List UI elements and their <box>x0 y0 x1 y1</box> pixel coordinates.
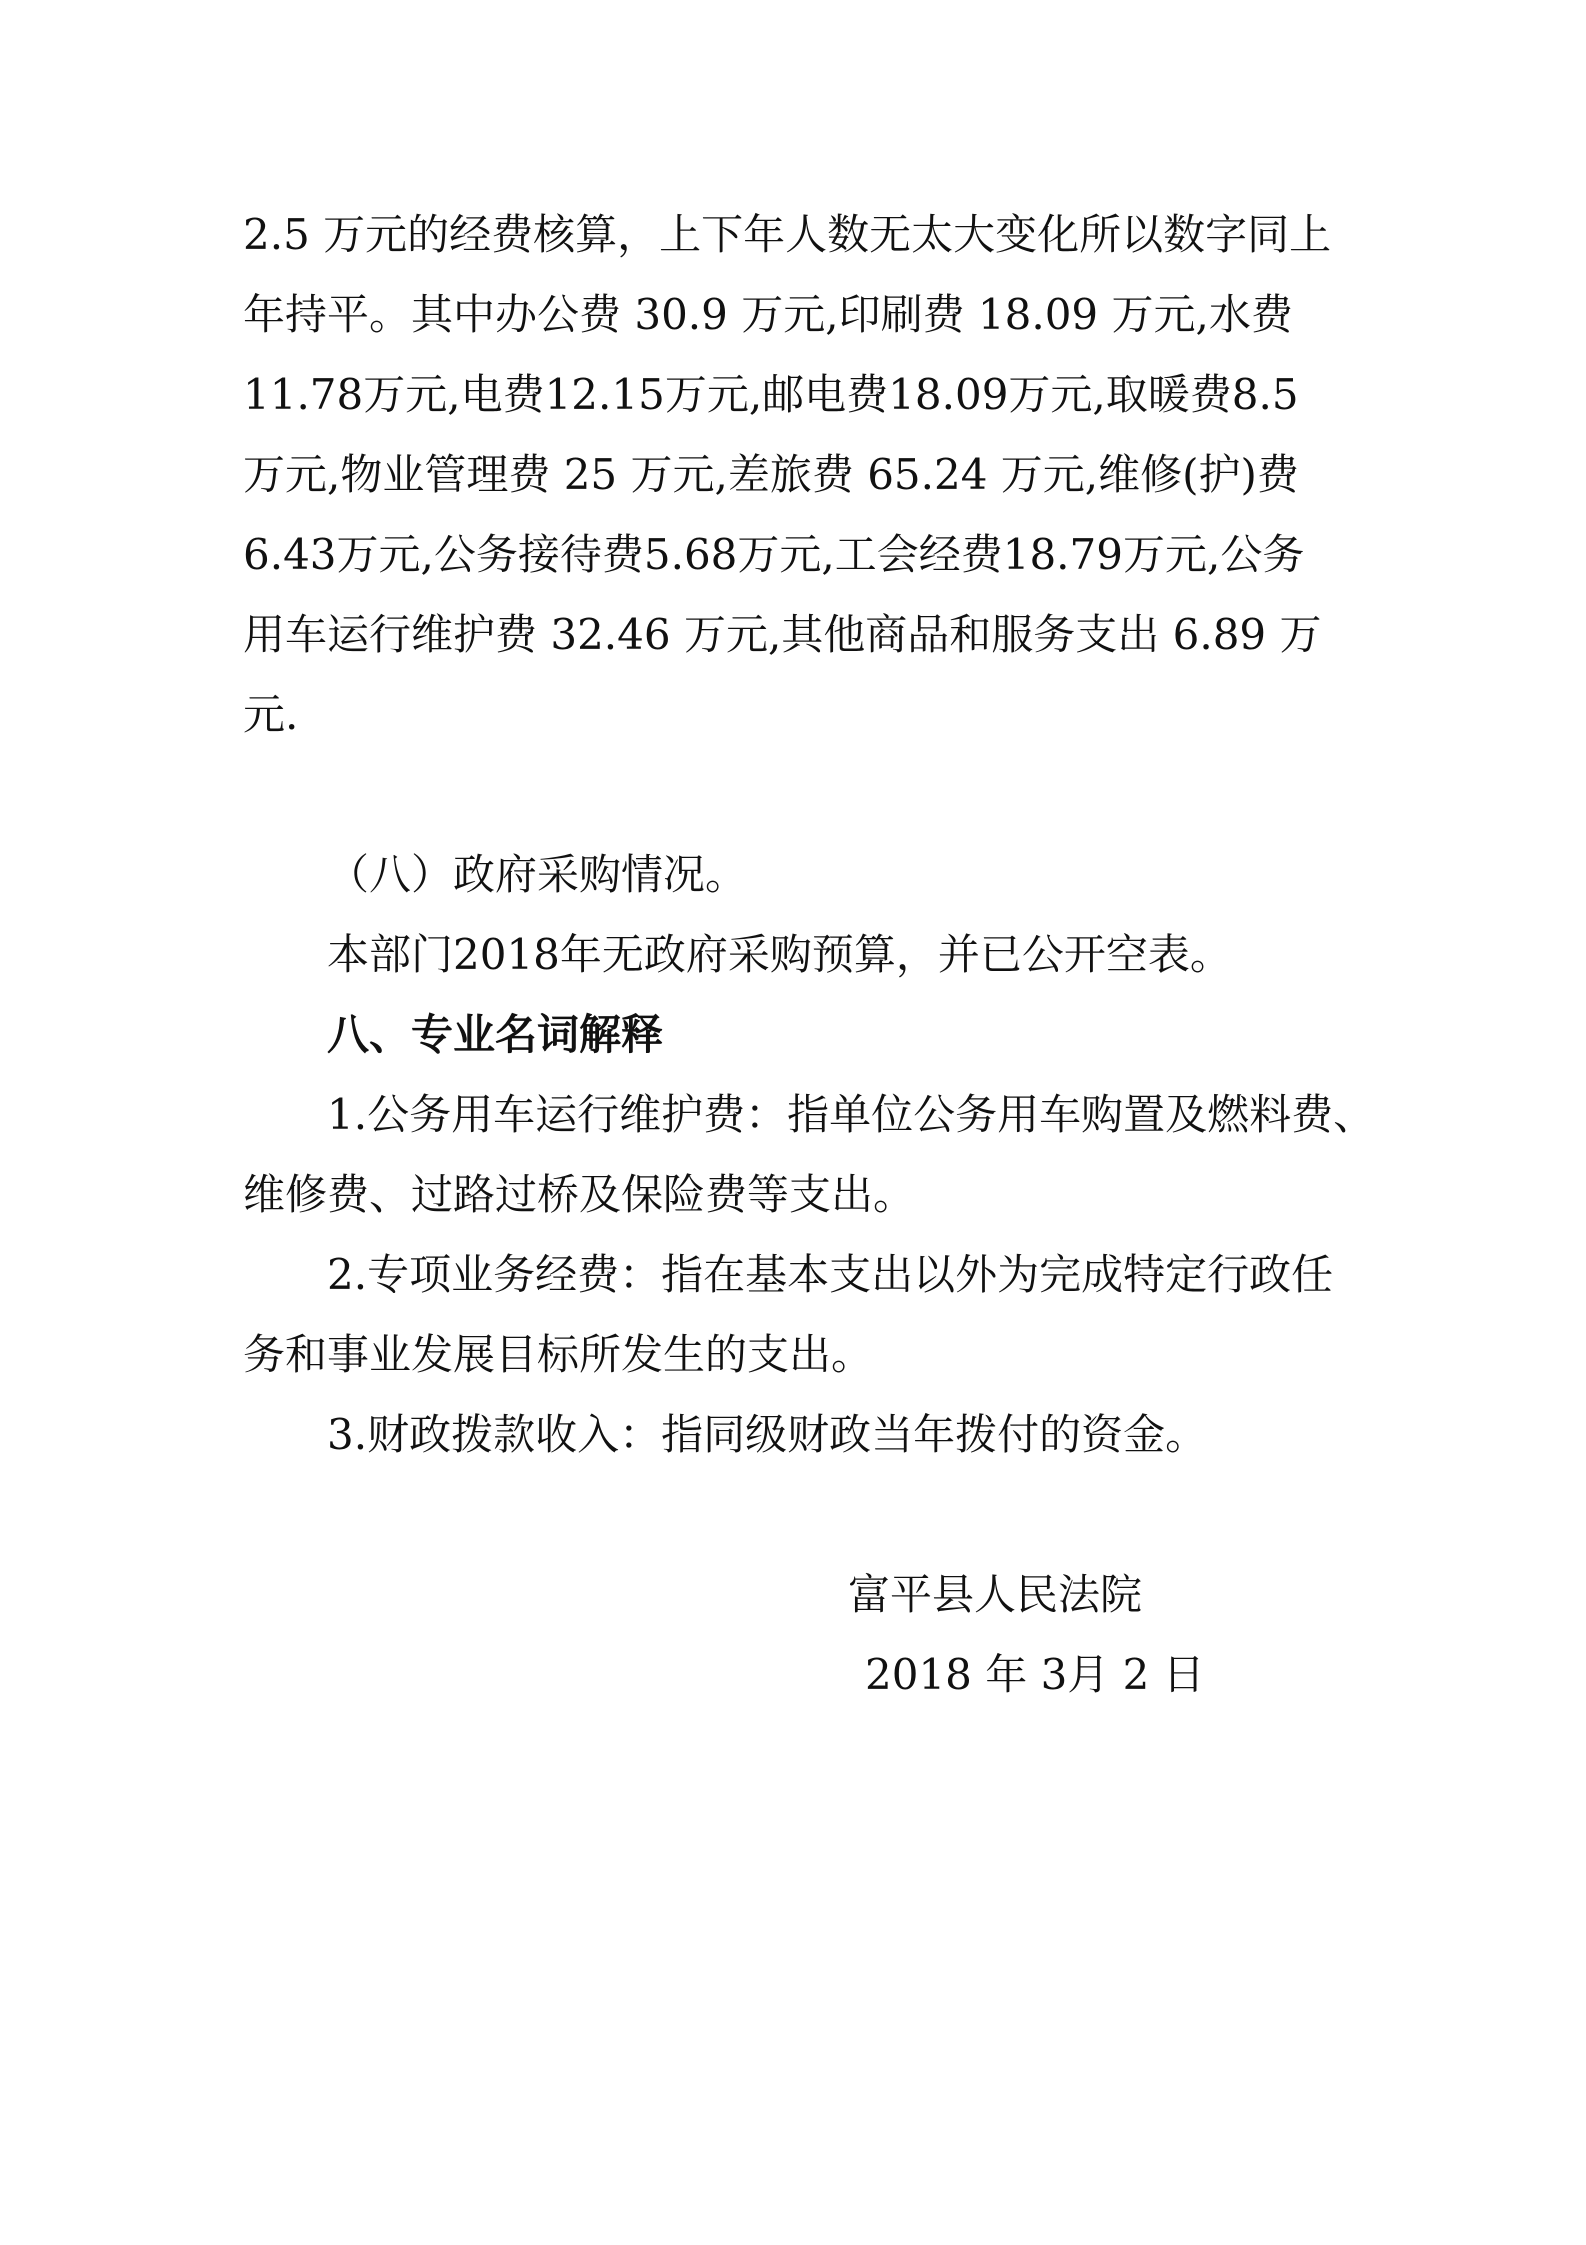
body-text-line: 用车运行维护费 32.46 万元,其他商品和服务支出 6.89 万 <box>243 610 1322 659</box>
body-text-line: 6.43万元,公务接待费5.68万元,工会经费18.79万元,公务 <box>243 530 1305 579</box>
definition-2-line-2: 务和事业发展目标所发生的支出。 <box>243 1330 874 1379</box>
signature-organization: 富平县人民法院 <box>848 1570 1143 1619</box>
definition-1-line-2: 维修费、过路过桥及保险费等支出。 <box>243 1170 916 1219</box>
signature-date: 2018 年 3月 2 日 <box>865 1650 1205 1699</box>
definition-3: 3.财政拨款收入：指同级财政当年拨付的资金。 <box>327 1410 1208 1459</box>
section-title-government-procurement: （八）政府采购情况。 <box>327 850 748 899</box>
definition-1-line-1: 1.公务用车运行维护费：指单位公务用车购置及燃料费、 <box>327 1090 1376 1139</box>
glossary-heading: 八、专业名词解释 <box>327 1010 664 1059</box>
body-text-line: 2.5 万元的经费核算，上下年人数无太大变化所以数字同上 <box>243 210 1332 259</box>
body-text-line: 年持平。其中办公费 30.9 万元,印刷费 18.09 万元,水费 <box>243 290 1293 339</box>
body-text-line: 11.78万元,电费12.15万元,邮电费18.09万元,取暖费8.5 <box>243 370 1299 419</box>
definition-2-line-1: 2.专项业务经费：指在基本支出以外为完成特定行政任 <box>327 1250 1334 1299</box>
body-text-line: 万元,物业管理费 25 万元,差旅费 65.24 万元,维修(护)费 <box>243 450 1299 499</box>
procurement-statement: 本部门2018年无政府采购预算，并已公开空表。 <box>327 930 1232 979</box>
body-text-line: 元. <box>243 690 299 739</box>
